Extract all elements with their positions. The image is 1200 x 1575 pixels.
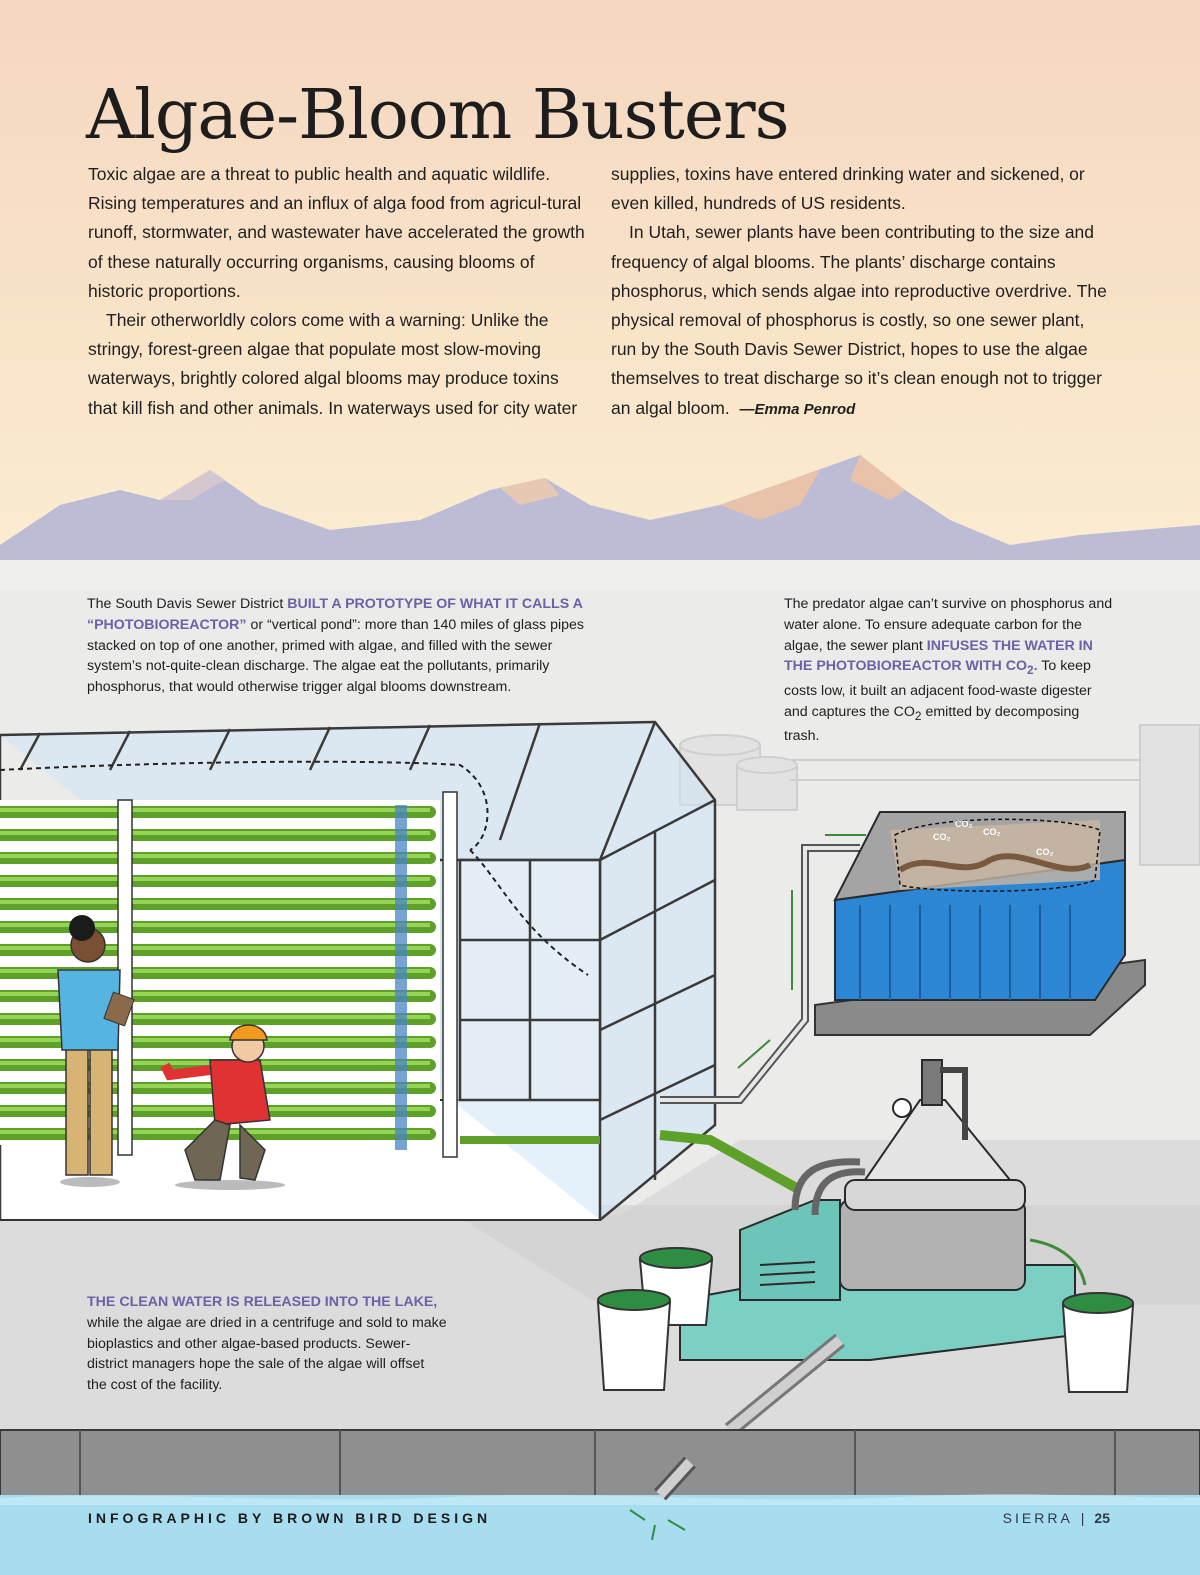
co2-label-3: CO₂ xyxy=(983,827,1001,837)
lake-wall xyxy=(0,1430,1200,1505)
caption-highlight: BUILT A PROTOTYPE OF WHAT IT CALLS A “PHOTOBIOREACTOR” xyxy=(87,596,583,633)
footer-separator: | xyxy=(1080,1510,1085,1526)
co2-label-2: CO₂ xyxy=(933,832,951,842)
caption-co2 xyxy=(784,594,1114,747)
caption-photobioreactor xyxy=(87,594,602,698)
body-paragraph xyxy=(611,218,1111,423)
lake-water xyxy=(0,1495,1200,1575)
publication-footer xyxy=(1003,1510,1110,1526)
caption-highlight-end: . xyxy=(1033,658,1038,675)
caption-subscript: 2 xyxy=(1027,663,1034,678)
caption-text: while the algae are dried in a centrifuge and sold to make bioplastics and other algae-based products. Sewer-district managers hope the sale of the algae will offset the cost of the facility. xyxy=(87,1314,447,1394)
caption-highlight: THE CLEAN WATER IS RELEASED INTO THE LAKE, xyxy=(87,1294,438,1310)
caption-lead: The predator algae can’t survive on phosphorus and water alone. To ensure adequate carbon for the algae, the sewer plant xyxy=(784,596,1113,654)
article-column-left xyxy=(88,160,588,423)
body-paragraph-text: In Utah, sewer plants have been contributing to the size and frequency of algal blooms. The plants’ discharge contains phosphorus, which sends algae into reproductive overdrive. The physical removal of phosphorus is costly, so one sewer plant, run by the South Davis Sewer District, hopes to use the algae themselves to treat discharge so it’s clean enough not to trigger an algal bloom. xyxy=(611,222,1107,418)
caption-subscript: 2 xyxy=(914,708,922,723)
caption-text-end: emitted by decomposing trash. xyxy=(784,703,1080,745)
caption-highlight: INFUSES THE WATER IN THE PHOTOBIOREACTOR WITH CO xyxy=(784,637,1093,675)
co2-label-1: CO₂ xyxy=(955,819,973,829)
body-paragraph: Their otherworldly colors come with a warning: Unlike the stringy, forest-green algae that populate most slow-moving waterways, brightly colored algal blooms may produce toxins that kill fish and other animals. In waterways used for city water xyxy=(88,310,578,418)
caption-text: To keep costs low, it built an adjacent food-waste digester and captures the CO xyxy=(784,658,1092,720)
caption-release xyxy=(87,1292,447,1396)
digester-tank xyxy=(815,812,1145,1035)
infographic-credit: INFOGRAPHIC BY BROWN BIRD DESIGN xyxy=(88,1510,492,1526)
article-title: Algae-Bloom Busters xyxy=(86,76,789,155)
page-number: 25 xyxy=(1094,1510,1110,1526)
caption-text: or “vertical pond”: more than 140 miles of glass pipes stacked on top of one another, primed with algae, and filled with the sewer system’s not-quite-clean discharge. The algae eat the pollutants, primarily phosphorus, that would otherwise trigger algal blooms downstream. xyxy=(87,616,585,696)
body-paragraph: Toxic algae are a threat to public health and aquatic wildlife. Rising temperatures and an influx of alga food from agricul-tural runoff, stormwater, and wastewater have accelerated the growth of these naturally occurring organisms, causing blooms of historic proportions. xyxy=(88,164,585,301)
byline: —Emma Penrod xyxy=(739,400,856,418)
body-paragraph: supplies, toxins have entered drinking water and sickened, or even killed, hundreds of US residents. xyxy=(611,164,1085,214)
caption-lead: The South Davis Sewer District xyxy=(87,596,288,612)
publication-name: SIERRA xyxy=(1002,1510,1073,1526)
article-column-right xyxy=(611,160,1111,424)
co2-label-4: CO₂ xyxy=(1036,847,1054,857)
